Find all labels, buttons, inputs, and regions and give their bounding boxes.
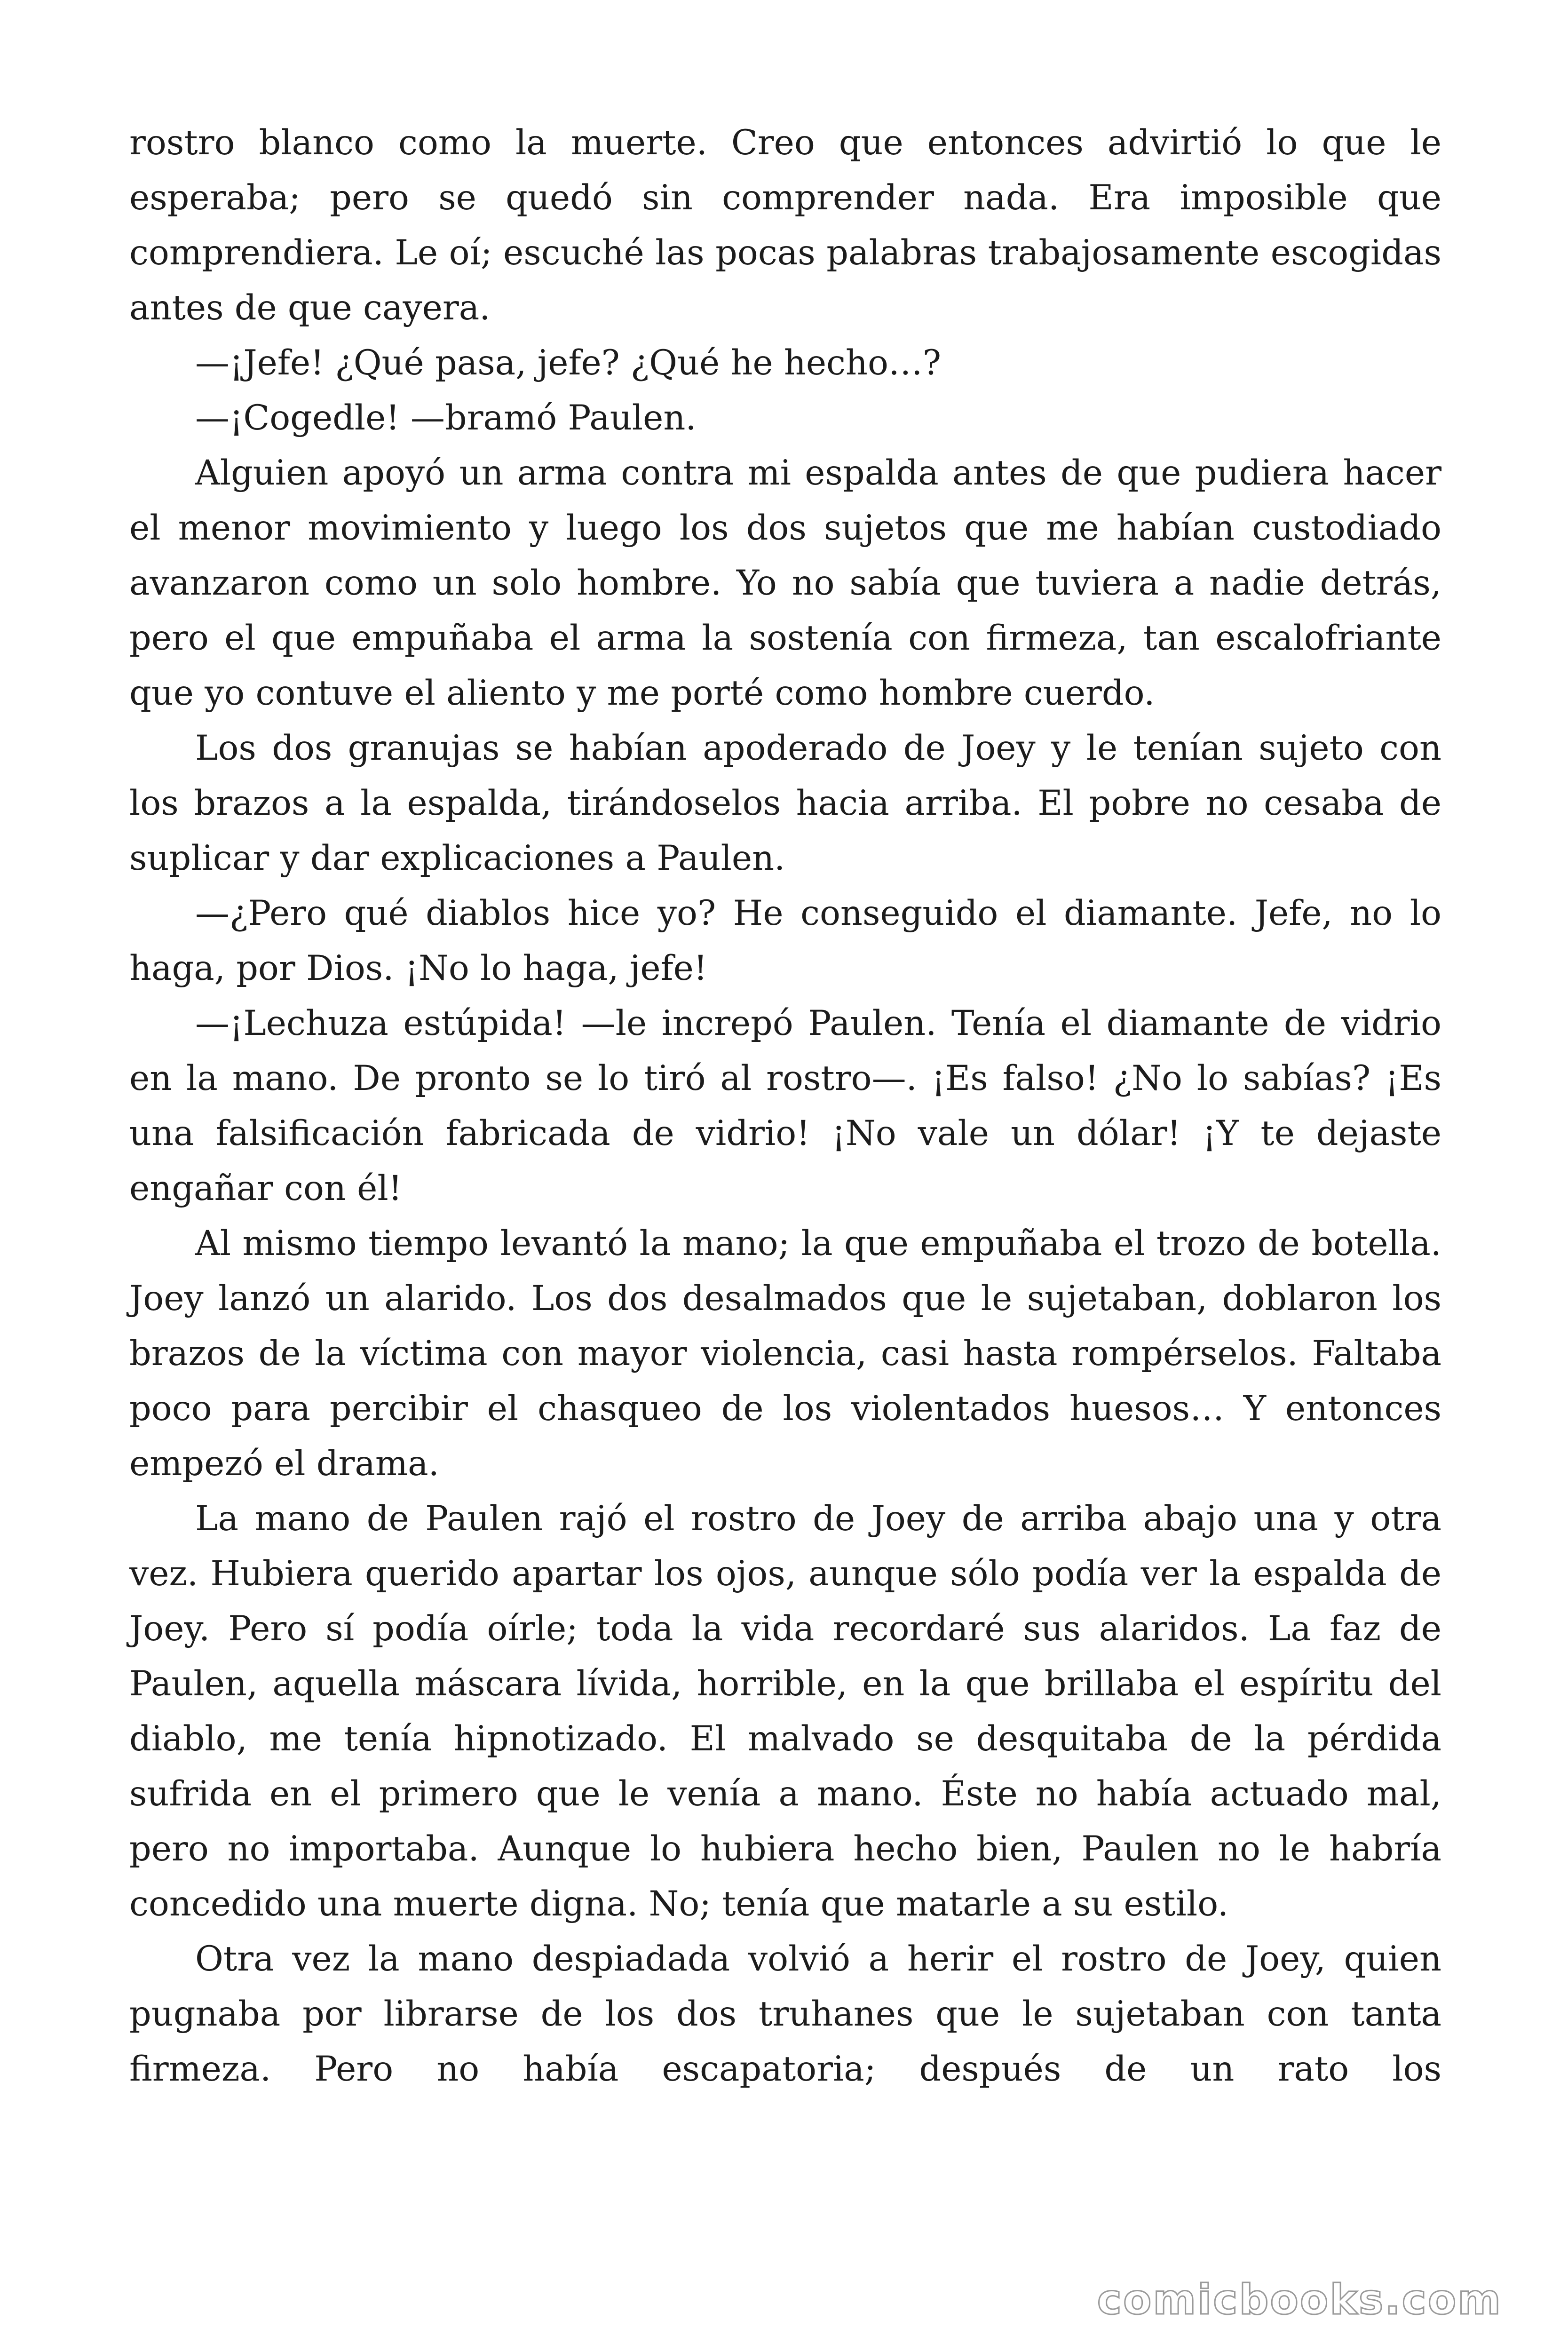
page-body: [129, 115, 1441, 2097]
dialogue-joey: —¡Jefe! ¿Qué pasa, jefe? ¿Qué he hecho…?: [195, 343, 942, 383]
watermark: comicbooks.com: [1097, 2275, 1502, 2324]
paragraph-drama: La mano de Paulen rajó el rostro de Joey de arriba abajo una y otra vez. Hubiera querido apartar los ojos, aunque sólo podía ver la espalda de Joey. Pero sí podía oírle; toda la vida recordaré sus alaridos. La faz de Paulen, aquella máscara lívida, horrible, en la que brillaba el espíritu del diablo, me tenía hipnotizado. El malvado se desquitaba de la pérdida sufrida en el primero que le venía a mano. Éste no había actuado mal, pero no importaba. Aunque lo hubiera hecho bien, Paulen no le habría concedido una muerte digna. No; tenía que matarle a su estilo.: [129, 1499, 1441, 1924]
dialogue-paulen: —¡Cogedle! —bramó Paulen.: [195, 398, 697, 438]
dialogue-paulen-lechuza: —¡Lechuza estúpida! —le increpó Paulen. Tenía el diamante de vidrio en la mano. De pronto se lo tiró al rostro—. ¡Es falso! ¿No lo sabías? ¡Es una falsificación fabricada de vidrio! ¡No vale un dólar! ¡Y te dejaste engañar con él!: [129, 1003, 1441, 1208]
dialogue-joey-plea: —¿Pero qué diablos hice yo? He conseguido el diamante. Jefe, no lo haga, por Dios. ¡No lo haga, jefe!: [129, 893, 1441, 988]
paragraph-arma: Alguien apoyó un arma contra mi espalda antes de que pudiera hacer el menor movimiento y luego los dos sujetos que me habían custodiado avanzaron como un solo hombre. Yo no sabía que tuviera a nadie detrás, pero el que empuñaba el arma la sostenía con firmeza, tan escalofriante que yo contuve el aliento y me porté como hombre cuerdo.: [129, 453, 1441, 713]
paragraph-alarido: Al mismo tiempo levantó la mano; la que empuñaba el trozo de botella. Joey lanzó un alarido. Los dos desalmados que le sujetaban, doblaron los brazos de la víctima con mayor violencia, casi hasta rompérselos. Faltaba poco para percibir el chasqueo de los violentados huesos… Y entonces empezó el drama.: [129, 1224, 1441, 1484]
paragraph-final: Otra vez la mano despiadada volvió a herir el rostro de Joey, quien pugnaba por librarse de los dos truhanes que le sujetaban con tanta firmeza. Pero no había escapatoria; después de un rato los: [129, 1939, 1441, 2089]
paragraph-granujas: Los dos granujas se habían apoderado de Joey y le tenían sujeto con los brazos a la espalda, tirándoselos hacia arriba. El pobre no cesaba de suplicar y dar explicaciones a Paulen.: [129, 728, 1441, 878]
paragraph-continuation: rostro blanco como la muerte. Creo que entonces advirtió lo que le esperaba; pero se quedó sin comprender nada. Era imposible que comprendiera. Le oí; escuché las pocas palabras trabajosamente escogidas antes de que cayera.: [129, 123, 1441, 328]
